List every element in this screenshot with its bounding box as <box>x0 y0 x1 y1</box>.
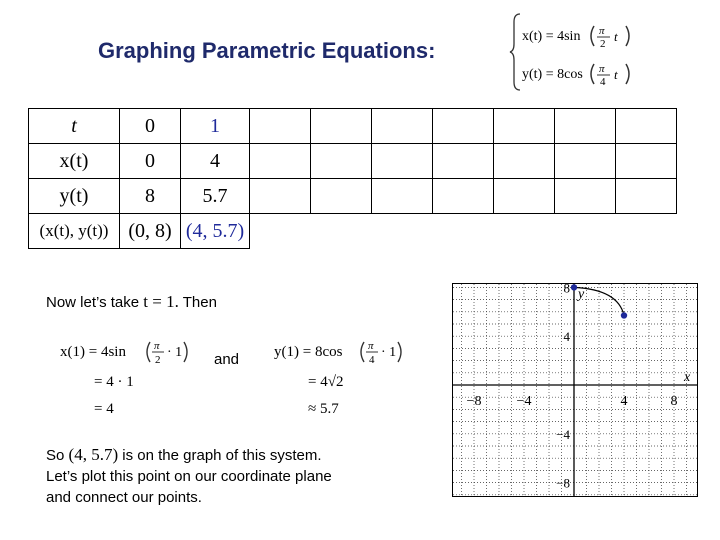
value-table <box>28 108 677 249</box>
table-cell-empty <box>311 144 372 179</box>
plot-point <box>621 312 627 318</box>
y-tick-label: −8 <box>556 475 570 491</box>
table-cell-empty <box>433 144 494 179</box>
x-calculation <box>60 334 220 420</box>
table-cell-empty <box>311 109 372 144</box>
table-cell-empty <box>616 144 677 179</box>
table-cell-empty <box>250 179 311 214</box>
table-cell: 4 <box>181 144 250 179</box>
x-var: t <box>614 29 618 44</box>
table-cell-empty <box>311 179 372 214</box>
table-cell-empty <box>555 109 616 144</box>
y-equation-lhs: y(t) = 8cos <box>522 67 583 82</box>
x-tick-label: −4 <box>516 394 532 409</box>
y-axis-label: y <box>578 287 585 302</box>
x-tick-label: −8 <box>466 394 482 409</box>
x-tick-label: 8 <box>670 394 678 409</box>
lead-math: t = 1. <box>143 292 179 311</box>
table-cell-empty <box>433 179 494 214</box>
system-brace <box>510 14 520 90</box>
table-cell: (4, 5.7) <box>181 214 250 249</box>
table-cell: 8 <box>120 179 181 214</box>
and-label: and <box>214 351 240 368</box>
closing-point: (4, 5.7) <box>68 445 119 464</box>
y-calc-tail: · 1 <box>381 345 397 360</box>
table-cell-empty <box>250 144 311 179</box>
table-cell: 5.7 <box>181 179 250 214</box>
closing-paragraph <box>46 444 332 508</box>
table-cell-empty <box>250 109 311 144</box>
table-cell-empty <box>555 179 616 214</box>
x-calc-line1: x(1) = 4sin <box>60 344 126 360</box>
y-tick-label: 4 <box>563 329 570 345</box>
y-calculation <box>274 334 424 420</box>
coordinate-plane <box>452 283 698 497</box>
closing-rest: is on the graph of this system. <box>122 447 322 464</box>
y-var: t <box>614 67 618 82</box>
table-cell-empty <box>372 144 433 179</box>
y-tick-label: 8 <box>563 283 570 296</box>
y-frac-den: 4 <box>600 76 606 88</box>
y-calc-line1: y(1) = 8cos <box>274 344 343 360</box>
x-equation-lhs: x(t) = 4sin <box>522 29 581 44</box>
slide-title: Graphing Parametric Equations: <box>98 38 436 63</box>
parametric-system <box>508 10 636 94</box>
table-cell-empty <box>494 179 555 214</box>
lead-text: Now let’s take <box>46 294 140 311</box>
x-frac-num: π <box>599 25 605 37</box>
x-calc-tail: · 1 <box>167 345 183 360</box>
table-header-point: (x(t), y(t)) <box>29 214 120 249</box>
table-cell-empty <box>433 109 494 144</box>
x-frac-den: 2 <box>600 38 606 50</box>
table-header-x: x(t) <box>29 144 120 179</box>
table-row <box>29 144 677 179</box>
table-cell: 1 <box>181 109 250 144</box>
x-calc-num: π <box>154 340 160 352</box>
table-cell-empty <box>616 109 677 144</box>
table-cell-empty <box>372 109 433 144</box>
y-calc-line3: ≈ 5.7 <box>308 401 339 417</box>
lead-then: Then <box>182 294 217 311</box>
closing-prefix: So <box>46 447 65 464</box>
x-axis-label: x <box>684 370 691 385</box>
table-cell-empty <box>555 144 616 179</box>
table-cell-empty <box>494 144 555 179</box>
y-calc-num: π <box>368 340 374 352</box>
table-header-y: y(t) <box>29 179 120 214</box>
y-frac-num: π <box>599 63 605 75</box>
table-cell-empty <box>494 109 555 144</box>
y-calc-den: 4 <box>369 354 375 366</box>
table-cell-empty <box>372 179 433 214</box>
plot-point <box>571 284 577 290</box>
closing-line-3: and connect our points. <box>46 489 202 506</box>
table-cell-empty <box>616 179 677 214</box>
table-row <box>29 214 677 249</box>
table-row <box>29 109 677 144</box>
table-cell: 0 <box>120 144 181 179</box>
table-header-t: t <box>29 109 120 144</box>
y-tick-label: −4 <box>556 426 570 442</box>
closing-line-2: Let’s plot this point on our coordinate plane <box>46 468 332 485</box>
x-calc-den: 2 <box>155 354 161 366</box>
graph-frame <box>453 284 698 497</box>
x-calc-line2: = 4 · 1 <box>94 374 134 390</box>
closing-line-1 <box>46 444 332 466</box>
x-tick-label: 4 <box>620 394 628 409</box>
table-cell: 0 <box>120 109 181 144</box>
lead-sentence <box>46 292 217 312</box>
y-calc-line2: = 4√2 <box>308 374 344 390</box>
table-cell: (0, 8) <box>120 214 181 249</box>
x-calc-line3: = 4 <box>94 401 114 417</box>
table-row <box>29 179 677 214</box>
